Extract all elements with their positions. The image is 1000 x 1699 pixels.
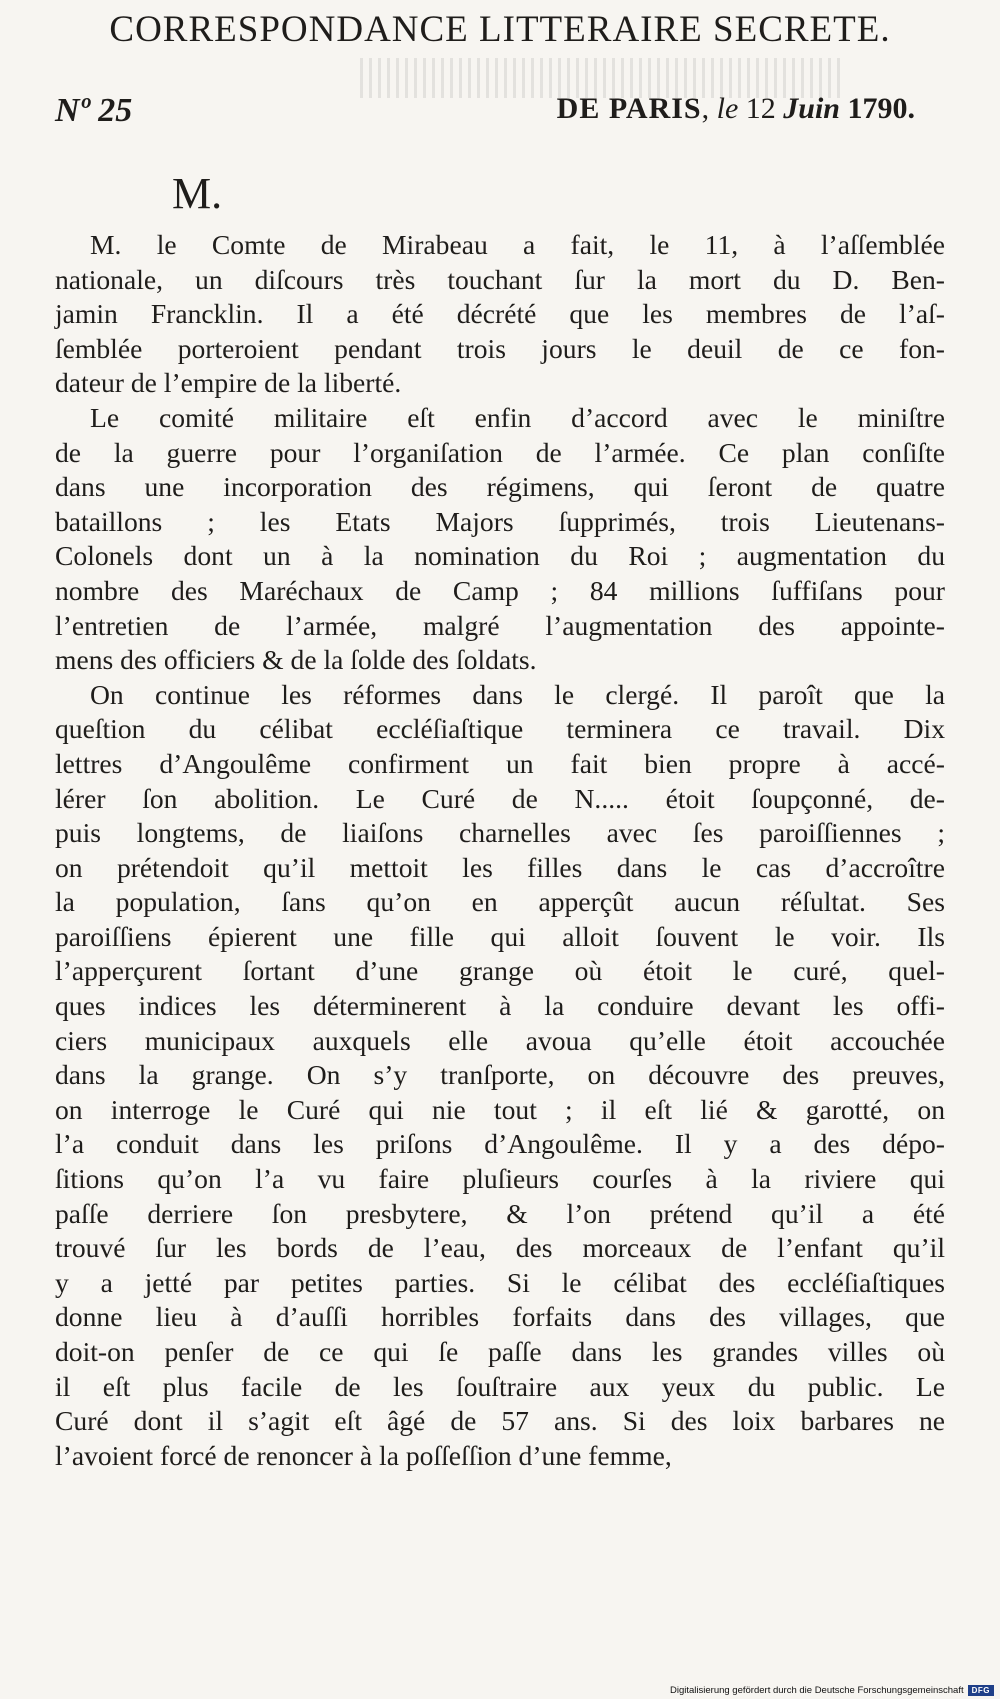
footer-credit: Digitalisierung gefördert durch die Deutsche Forschungsgemeinschaft [670, 1685, 964, 1696]
text-line: paroiſſiens épierent une fille qui alloit ſouvent le voir. Ils [55, 920, 945, 952]
text-line: nombre des Maréchaux de Camp ; 84 millions ſuffiſans pour [55, 574, 945, 606]
issue-number: Nº 25 [55, 92, 133, 129]
text-line: queſtion du célibat eccléſiaſtique terminera ce travail. Dix [55, 713, 945, 745]
text-line: il eſt plus facile de les ſouſtraire aux yeux du public. Le [55, 1370, 945, 1402]
text-line: dateur de l’empire de la liberté. [55, 367, 402, 399]
text-line: on interroge le Curé qui nie tout ; il eſt lié & garotté, on [55, 1093, 945, 1125]
text-line: la population, ſans qu’on en apperçût aucun réſultat. Ses [55, 886, 945, 918]
text-line: l’apperçurent ſortant d’une grange où étoit le curé, quel- [55, 955, 945, 987]
text-line: M. le Comte de Mirabeau a fait, le 11, à l’aſſemblée [90, 229, 945, 260]
text-line: l’a conduit dans les priſons d’Angoulême. Il y a des dépo- [55, 1128, 945, 1160]
text-line: de la guerre pour l’organiſation de l’armée. Ce plan conſiſte [55, 436, 945, 468]
text-line: l’entretien de l’armée, malgré l’augmentation des appointe- [55, 609, 945, 641]
dateline-day: 12 [745, 92, 776, 125]
text-line: lettres d’Angoulême confirment un fait bien propre à accé- [55, 747, 945, 779]
text-line: Colonels dont un à la nomination du Roi ; augmentation du [55, 540, 945, 572]
text-line: paſſe derriere ſon presbytere, & l’on prétend qu’il a été [55, 1197, 945, 1229]
digitization-footer [670, 1685, 994, 1696]
text-line: ciers municipaux auxquels elle avoua qu’elle étoit accouchée [55, 1024, 945, 1056]
text-line: y a jetté par petites parties. Si le célibat des eccléſiaſtiques [55, 1266, 945, 1298]
text-line: l’avoient forcé de renoncer à la poſſeſſion d’une femme, [55, 1439, 672, 1471]
text-line: on prétendoit qu’il mettoit les filles dans le cas d’accroître [55, 851, 945, 883]
dateline: DE PARIS, le 12 Juin 1790. [556, 92, 915, 125]
text-line: On continue les réformes dans le clergé. Il paroît que la [90, 678, 945, 710]
text-line: ſemblée porteroient pendant trois jours le deuil de ce fon- [55, 332, 945, 364]
text-line: puis longtems, de liaiſons charnelles avec ſes paroiſſiennes ; [55, 817, 945, 849]
text-line: mens des officiers & de la ſolde des ſoldats. [55, 644, 537, 676]
text-line: doit-on penſer de ce qui ſe paſſe dans les grandes villes où [55, 1336, 945, 1367]
text-line: donne lieu à d’auſſi horribles forfaits dans des villages, que [55, 1301, 945, 1333]
dateline-month: Juin [783, 92, 840, 125]
text-line: Le comité militaire eſt enfin d’accord avec le miniſtre [90, 401, 945, 433]
letter-body [55, 228, 945, 1473]
text-line: dans une incorporation des régimens, qui ſeront de quatre [55, 471, 945, 503]
masthead-title: CORRESPONDANCE LITTERAIRE SECRETE. [109, 9, 891, 50]
text-line: dans la grange. On s’y tranſporte, on découvre des preuves, [55, 1059, 945, 1091]
text-line: ques indices les déterminerent à la conduire devant les offi- [55, 990, 945, 1022]
text-line: bataillons ; les Etats Majors ſupprimés, trois Lieutenans- [55, 505, 945, 537]
text-line: ſitions qu’on l’a vu faire pluſieurs courſes à la riviere qui [55, 1163, 945, 1195]
text-line: lérer ſon abolition. Le Curé de N..... étoit ſoupçonné, de- [55, 782, 945, 814]
dateline-year: 1790. [847, 92, 915, 125]
dfg-logo-icon: DFG [968, 1685, 994, 1696]
salutation: M. [172, 169, 223, 218]
text-line: nationale, un diſcours très touchant ſur la mort du D. Ben- [55, 263, 945, 295]
text-line: Curé dont il s’agit eſt âgé de 57 ans. Si des loix barbares ne [55, 1405, 945, 1437]
dateline-city: DE PARIS [556, 92, 702, 125]
text-line: jamin Francklin. Il a été décrété que les membres de l’aſ- [55, 298, 945, 330]
issue-line [55, 92, 915, 138]
text-line: trouvé ſur les bords de l’eau, des morceaux de l’enfant qu’il [55, 1232, 945, 1264]
dateline-le: le [716, 92, 739, 125]
